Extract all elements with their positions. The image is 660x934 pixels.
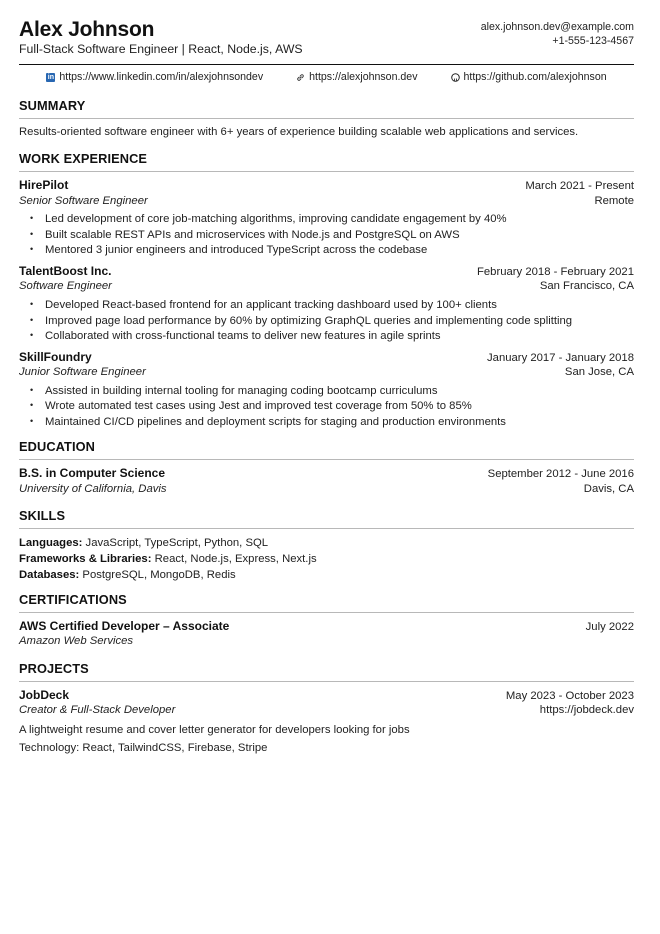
- bullet-dot: •: [30, 330, 34, 341]
- section-divider: [19, 118, 634, 119]
- bullet-dot: •: [30, 384, 34, 395]
- job-subheader-row: [19, 279, 634, 294]
- section-title-skills: SKILLS: [19, 508, 66, 524]
- certification-name: AWS Certified Developer – Associate: [19, 618, 230, 633]
- education-section: [19, 439, 634, 496]
- bullet-item: [29, 298, 634, 314]
- bullet-dot: •: [30, 213, 34, 224]
- summary-text: Results-oriented software engineer with 6+ years of experience building scalable web applications and services.: [19, 125, 579, 138]
- website-link[interactable]: [296, 71, 417, 85]
- bullet-dot: •: [30, 400, 34, 411]
- certification-header-row: [19, 619, 634, 635]
- skill-value: JavaScript, TypeScript, Python, SQL: [85, 537, 269, 550]
- link-icon: [296, 73, 305, 82]
- linkedin-icon: in: [47, 74, 54, 82]
- job-location: San Francisco, CA: [539, 280, 634, 293]
- skill-line-languages: [19, 536, 634, 552]
- certification-subheader-row: [19, 634, 634, 649]
- candidate-name: Alex Johnson: [19, 18, 155, 41]
- bullet-dot: •: [30, 299, 34, 310]
- job-location: Remote: [594, 194, 634, 207]
- skill-line-frameworks: [19, 552, 634, 568]
- school-name: University of California, Davis: [19, 482, 167, 495]
- job-entry: [19, 264, 634, 345]
- certification-date: July 2022: [585, 620, 634, 633]
- job-entry: [19, 350, 634, 431]
- skill-value: PostgreSQL, MongoDB, Redis: [82, 569, 236, 582]
- bullet-item: [29, 329, 634, 345]
- bullet-text: Built scalable REST APIs and microservices with Node.js and PostgreSQL on AWS: [45, 228, 460, 241]
- bullet-text: Improved page load performance by 60% by optimizing GraphQL queries and implementing code splitting: [45, 314, 573, 327]
- job-bullets: [19, 212, 634, 259]
- company-name: SkillFoundry: [19, 349, 92, 364]
- summary-section: [19, 98, 634, 139]
- job-header-row: [19, 178, 634, 194]
- bullet-text: Led development of core job-matching algorithms, improving candidate engagement by 40%: [45, 213, 507, 226]
- certification-issuer: Amazon Web Services: [19, 635, 134, 648]
- project-name: JobDeck: [19, 687, 70, 702]
- bullet-item: [29, 314, 634, 330]
- project-subheader-row: [19, 703, 634, 718]
- section-title-projects: PROJECTS: [19, 661, 89, 677]
- bullet-text: Assisted in building internal tooling for managing coding bootcamp curriculums: [45, 384, 438, 397]
- candidate-tagline: Full-Stack Software Engineer | React, Node.js, AWS: [19, 42, 303, 57]
- section-divider: [19, 528, 634, 529]
- bullet-item: [29, 399, 634, 415]
- github-icon: [451, 73, 460, 82]
- bullet-text: Maintained CI/CD pipelines and deployment scripts for staging and production environments: [45, 415, 506, 428]
- section-title-experience: WORK EXPERIENCE: [19, 151, 148, 167]
- education-dates: September 2012 - June 2016: [487, 468, 634, 481]
- linkedin-link[interactable]: [46, 71, 263, 85]
- header-left: [19, 18, 303, 58]
- company-name: TalentBoost Inc.: [19, 263, 112, 278]
- bullet-item: [29, 243, 634, 259]
- skill-label: Frameworks & Libraries:: [19, 553, 152, 566]
- school-location: Davis, CA: [583, 482, 634, 495]
- bullet-dot: •: [30, 314, 34, 325]
- job-dates: January 2017 - January 2018: [487, 351, 634, 364]
- bullet-text: Collaborated with cross-functional teams to deliver new features in agile sprints: [45, 330, 441, 343]
- job-header-row: [19, 350, 634, 366]
- section-title-summary: SUMMARY: [19, 98, 86, 113]
- education-subheader-row: [19, 482, 634, 497]
- company-name: HirePilot: [19, 177, 69, 192]
- profile-links: [19, 70, 634, 86]
- phone-number: +1-555-123-4567: [552, 35, 634, 48]
- resume-page: [19, 18, 634, 755]
- website-url[interactable]: https://alexjohnson.dev: [309, 71, 418, 84]
- project-technology: Technology: React, TailwindCSS, Firebase, Stripe: [19, 741, 268, 754]
- bullet-dot: •: [30, 244, 34, 255]
- job-dates: March 2021 - Present: [525, 179, 634, 192]
- project-description: A lightweight resume and cover letter generator for developers looking for jobs: [19, 723, 410, 736]
- project-dates: May 2023 - October 2023: [505, 689, 634, 702]
- linkedin-url[interactable]: https://www.linkedin.com/in/alexjohnsondev: [59, 71, 264, 84]
- certification-entry: [19, 619, 634, 649]
- bullet-text: Wrote automated test cases using Jest and improved test coverage from 50% to 85%: [45, 400, 472, 413]
- job-subheader-row: [19, 194, 634, 209]
- bullet-item: [29, 228, 634, 244]
- bullet-item: [29, 415, 634, 431]
- certifications-section: [19, 592, 634, 649]
- project-url[interactable]: https://jobdeck.dev: [539, 704, 634, 717]
- job-entry: [19, 178, 634, 259]
- email-link[interactable]: alex.johnson.dev@example.com: [480, 21, 634, 33]
- projects-section: [19, 661, 634, 755]
- section-divider: [19, 171, 634, 172]
- github-link[interactable]: [451, 71, 607, 85]
- bullet-item: [29, 384, 634, 400]
- section-divider: [19, 612, 634, 613]
- section-divider: [19, 681, 634, 682]
- skill-label: Languages:: [19, 537, 83, 550]
- section-title-certifications: CERTIFICATIONS: [19, 592, 127, 608]
- job-role: Senior Software Engineer: [19, 194, 148, 207]
- contact-block: [481, 18, 634, 49]
- job-dates: February 2018 - February 2021: [477, 265, 634, 278]
- skill-line-databases: [19, 568, 634, 584]
- bullet-text: Developed React-based frontend for an applicant tracking dashboard used by 100+ clients: [45, 299, 497, 312]
- job-bullets: [19, 384, 634, 431]
- bullet-dot: •: [30, 228, 34, 239]
- section-title-education: EDUCATION: [19, 439, 96, 455]
- job-role: Software Engineer: [19, 280, 112, 293]
- project-role: Creator & Full-Stack Developer: [19, 704, 176, 717]
- bullet-item: [29, 212, 634, 228]
- github-url[interactable]: https://github.com/alexjohnson: [463, 71, 607, 84]
- resume-header: [19, 18, 634, 59]
- header-divider: [19, 64, 634, 65]
- job-location: San Jose, CA: [564, 366, 634, 379]
- skill-label: Databases:: [19, 569, 80, 582]
- section-divider: [19, 459, 634, 460]
- job-bullets: [19, 298, 634, 345]
- degree-name: B.S. in Computer Science: [19, 466, 166, 481]
- skills-section: [19, 508, 634, 584]
- job-header-row: [19, 264, 634, 280]
- bullet-dot: •: [30, 415, 34, 426]
- project-entry: [19, 688, 634, 756]
- bullet-text: Mentored 3 junior engineers and introduced TypeScript across the codebase: [45, 244, 428, 257]
- education-entry: [19, 466, 634, 496]
- skill-value: React, Node.js, Express, Next.js: [154, 553, 317, 566]
- skills-list: [19, 536, 634, 584]
- job-subheader-row: [19, 365, 634, 380]
- job-role: Junior Software Engineer: [19, 366, 146, 379]
- experience-section: [19, 151, 634, 430]
- project-header-row: [19, 688, 634, 704]
- education-header-row: [19, 466, 634, 482]
